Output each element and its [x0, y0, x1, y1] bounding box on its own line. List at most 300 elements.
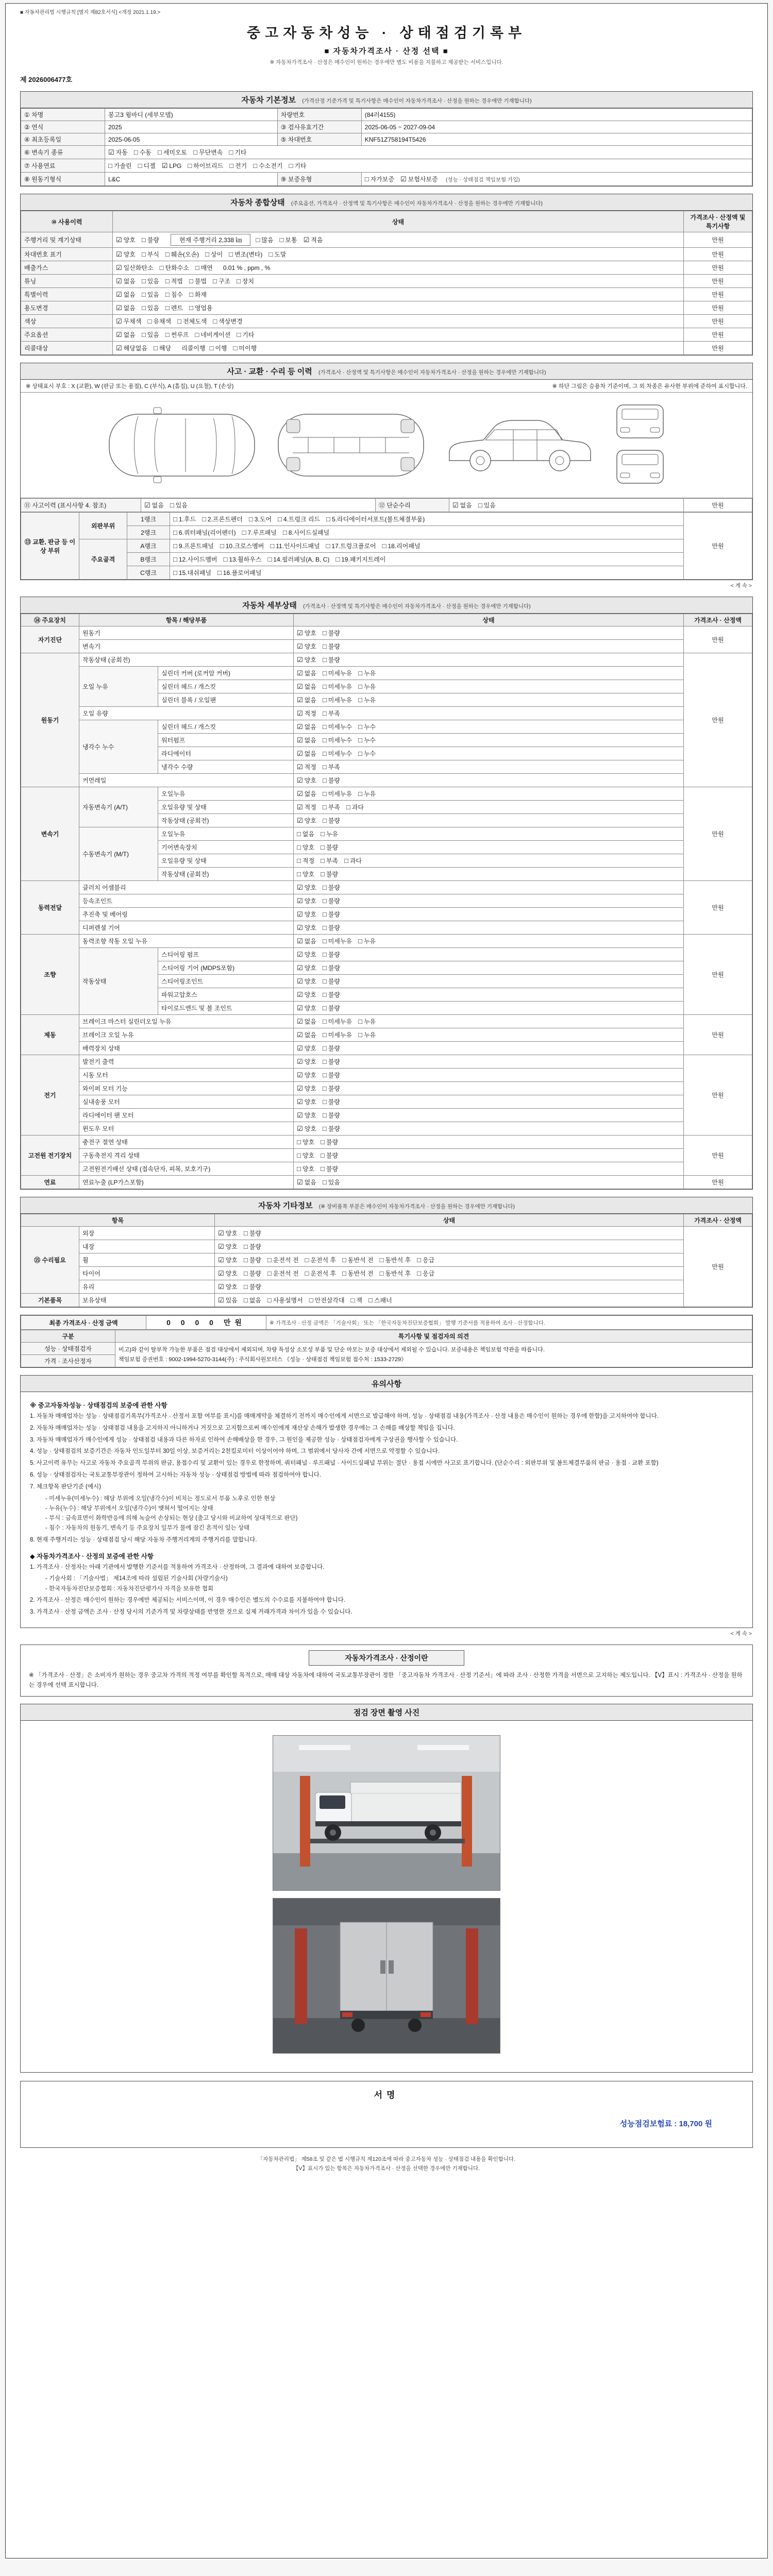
checkbox-icon[interactable]: □ [297, 857, 301, 865]
checkbox-icon[interactable]: □ [321, 1151, 325, 1159]
checkbox-option[interactable]: □ 기타 [237, 331, 255, 338]
checkbox-icon[interactable]: □ [358, 696, 362, 704]
checkbox-option[interactable]: □ 전기 [229, 162, 247, 170]
checkbox-option[interactable]: □ 과다 [344, 857, 362, 865]
checkbox-option[interactable]: □ 미세누유 [322, 1018, 352, 1025]
checkbox-option[interactable]: □ 과다 [346, 803, 364, 811]
checkbox-option[interactable]: ☑ 양호 [297, 910, 316, 918]
checkbox-icon[interactable]: □ [289, 162, 293, 170]
checkbox-icon[interactable]: □ [205, 250, 209, 258]
checkbox-option[interactable]: □ 미세누유 [322, 937, 352, 945]
checkbox-option[interactable]: □ 불법 [189, 277, 207, 285]
checkbox-icon[interactable]: □ [382, 542, 386, 550]
checkbox-icon[interactable]: □ [154, 344, 158, 352]
checkbox-icon[interactable]: □ [358, 723, 362, 731]
checkbox-option[interactable]: □ 동반석 후 [379, 1256, 411, 1264]
checkbox-icon[interactable]: □ [188, 162, 192, 170]
checkbox-option[interactable]: ☑ 적정 [297, 803, 316, 811]
checkbox-icon[interactable]: □ [242, 529, 246, 536]
checkbox-icon[interactable]: □ [321, 843, 325, 851]
checkbox-option[interactable]: □ 불량 [322, 1071, 340, 1079]
checkbox-icon[interactable]: □ [326, 515, 330, 523]
checkbox-option[interactable]: □ 동반석 전 [342, 1256, 374, 1264]
checkbox-option[interactable]: □ 양호 [297, 1138, 315, 1146]
checkbox-option[interactable]: ☑ 없음 [297, 683, 316, 690]
checkbox-icon[interactable]: ☑ [297, 1031, 303, 1039]
checkbox-option[interactable]: □ 안전삼각대 [309, 1296, 345, 1304]
checkbox-icon[interactable]: ☑ [116, 291, 122, 298]
checkbox-icon[interactable]: □ [138, 162, 142, 170]
checkbox-icon[interactable]: □ [322, 736, 327, 744]
checkbox-icon[interactable]: □ [364, 175, 369, 183]
checkbox-option[interactable]: ☑ 양호 [297, 1058, 316, 1065]
checkbox-icon[interactable]: ☑ [297, 629, 303, 637]
checkbox-icon[interactable]: □ [322, 629, 327, 637]
checkbox-option[interactable]: □ 3.도어 [248, 515, 272, 523]
checkbox-icon[interactable]: □ [297, 1138, 301, 1146]
checkbox-icon[interactable]: □ [417, 1269, 421, 1277]
checkbox-option[interactable]: □ 응급 [417, 1256, 435, 1264]
checkbox-option[interactable]: ☑ 없음 [297, 937, 316, 945]
checkbox-option[interactable]: □ 불량 [322, 1058, 340, 1065]
checkbox-option[interactable]: □ 11.인사이드패널 [270, 542, 320, 550]
checkbox-icon[interactable]: ☑ [297, 803, 303, 811]
checkbox-icon[interactable]: □ [243, 1283, 248, 1291]
checkbox-option[interactable]: ☑ 없음 [297, 736, 316, 744]
checkbox-option[interactable]: □ 누유 [358, 669, 376, 677]
checkbox-icon[interactable]: ☑ [297, 776, 303, 784]
checkbox-option[interactable]: □ 기타 [229, 148, 247, 156]
checkbox-icon[interactable]: ☑ [297, 750, 303, 757]
checkbox-icon[interactable]: □ [141, 250, 146, 258]
checkbox-option[interactable]: ☑ 양호 [297, 1098, 316, 1106]
checkbox-icon[interactable]: ☑ [218, 1283, 224, 1291]
checkbox-icon[interactable]: ☑ [297, 1084, 303, 1092]
checkbox-option[interactable]: □ 운전석 후 [305, 1256, 337, 1264]
checkbox-icon[interactable]: □ [267, 1296, 272, 1304]
checkbox-icon[interactable]: □ [322, 1084, 327, 1092]
checkbox-option[interactable]: □ 17.트렁크플로어 [326, 542, 376, 550]
checkbox-icon[interactable]: □ [165, 331, 170, 338]
checkbox-option[interactable]: □ 화재 [189, 291, 207, 298]
checkbox-option[interactable]: □ 누수 [358, 750, 376, 757]
checkbox-icon[interactable]: □ [165, 277, 170, 285]
checkbox-icon[interactable]: □ [173, 529, 177, 536]
checkbox-option[interactable]: □ 있음 [141, 304, 159, 312]
checkbox-icon[interactable]: □ [322, 803, 327, 811]
checkbox-icon[interactable]: □ [358, 683, 362, 690]
checkbox-icon[interactable]: □ [237, 331, 241, 338]
checkbox-icon[interactable]: □ [342, 1269, 346, 1277]
checkbox-icon[interactable]: ☑ [144, 501, 150, 509]
checkbox-option[interactable]: □ 5.라디에이터서포트(볼트체결부품) [326, 515, 425, 523]
checkbox-icon[interactable]: □ [321, 857, 325, 865]
checkbox-icon[interactable]: □ [233, 344, 238, 352]
checkbox-option[interactable]: □ 불량 [141, 236, 159, 244]
checkbox-icon[interactable]: □ [322, 763, 327, 771]
checkbox-option[interactable]: □ 불량 [322, 656, 340, 664]
checkbox-option[interactable]: □ 16.플로어패널 [217, 569, 262, 577]
checkbox-option[interactable]: □ 적법 [165, 277, 183, 285]
checkbox-option[interactable]: □ 19.패키지트레이 [335, 555, 386, 563]
checkbox-option[interactable]: ☑ 없음 [116, 304, 136, 312]
checkbox-option[interactable]: □ 15.대쉬패널 [173, 569, 211, 577]
checkbox-option[interactable]: □ 누유 [358, 683, 376, 690]
checkbox-icon[interactable]: □ [322, 709, 327, 717]
checkbox-icon[interactable]: ☑ [297, 910, 303, 918]
checkbox-option[interactable]: □ 8.사이드실패널 [282, 529, 330, 536]
checkbox-icon[interactable]: ☑ [218, 1269, 224, 1277]
checkbox-option[interactable]: ☑ 양호 [116, 250, 136, 258]
checkbox-icon[interactable]: □ [217, 569, 222, 577]
checkbox-icon[interactable]: □ [267, 1269, 272, 1277]
checkbox-icon[interactable]: □ [223, 555, 228, 563]
checkbox-icon[interactable]: □ [322, 977, 327, 985]
checkbox-option[interactable]: ☑ 적정 [297, 763, 316, 771]
checkbox-icon[interactable]: ☑ [116, 304, 122, 312]
checkbox-icon[interactable]: □ [141, 304, 146, 312]
checkbox-icon[interactable]: □ [322, 1044, 327, 1052]
checkbox-icon[interactable]: □ [248, 515, 253, 523]
checkbox-icon[interactable]: □ [220, 542, 224, 550]
checkbox-icon[interactable]: □ [379, 1256, 384, 1264]
checkbox-option[interactable]: □ 불량 [322, 642, 340, 650]
checkbox-option[interactable]: ☑ 양호 [116, 236, 136, 244]
checkbox-icon[interactable]: ☑ [297, 884, 303, 891]
checkbox-option[interactable]: □ 썬루프 [165, 331, 189, 338]
checkbox-icon[interactable]: ☑ [116, 277, 122, 285]
checkbox-option[interactable]: □ 미세누유 [322, 696, 352, 704]
checkbox-icon[interactable]: □ [212, 277, 217, 285]
checkbox-option[interactable]: ☑ 없음 [297, 669, 316, 677]
checkbox-icon[interactable]: □ [189, 291, 193, 298]
checkbox-option[interactable]: □ 색상변경 [213, 317, 243, 325]
checkbox-icon[interactable]: □ [309, 1296, 313, 1304]
checkbox-icon[interactable]: □ [358, 937, 362, 945]
checkbox-option[interactable]: □ 불량 [321, 843, 339, 851]
checkbox-option[interactable]: □ 2.프론트펜더 [202, 515, 243, 523]
checkbox-option[interactable]: □ 기타 [289, 162, 307, 170]
checkbox-option[interactable]: □ 미세누수 [322, 736, 352, 744]
checkbox-icon[interactable]: □ [322, 1098, 327, 1106]
checkbox-option[interactable]: □ 미이행 [233, 344, 257, 352]
checkbox-option[interactable]: □ 불량 [322, 991, 340, 998]
checkbox-option[interactable]: □ 불량 [322, 1084, 340, 1092]
checkbox-icon[interactable]: □ [322, 817, 327, 824]
checkbox-icon[interactable]: ☑ [297, 1125, 303, 1132]
checkbox-icon[interactable]: □ [322, 924, 327, 931]
checkbox-icon[interactable]: □ [417, 1256, 421, 1264]
checkbox-option[interactable]: □ 미세누수 [322, 723, 352, 731]
checkbox-option[interactable]: □ 없음 [297, 830, 315, 838]
checkbox-icon[interactable]: ☑ [297, 951, 303, 958]
checkbox-icon[interactable]: □ [358, 736, 362, 744]
checkbox-option[interactable]: ☑ 양호 [297, 776, 316, 784]
checkbox-option[interactable]: □ 부족 [321, 857, 339, 865]
checkbox-icon[interactable]: ☑ [297, 1004, 303, 1012]
checkbox-option[interactable]: □ 전체도색 [177, 317, 207, 325]
checkbox-option[interactable]: ☑ 양호 [218, 1229, 238, 1237]
checkbox-icon[interactable]: □ [229, 162, 234, 170]
checkbox-option[interactable]: ☑ 없음 [297, 723, 316, 731]
checkbox-icon[interactable]: □ [342, 1256, 346, 1264]
checkbox-icon[interactable]: □ [195, 331, 199, 338]
checkbox-icon[interactable]: ☑ [218, 1243, 224, 1250]
checkbox-icon[interactable]: □ [173, 542, 177, 550]
checkbox-option[interactable]: □ 누유 [321, 830, 339, 838]
checkbox-option[interactable]: □ 불량 [322, 897, 340, 905]
checkbox-option[interactable]: ☑ 양호 [297, 1111, 316, 1119]
checkbox-icon[interactable]: □ [173, 555, 177, 563]
checkbox-icon[interactable]: ☑ [297, 790, 303, 798]
checkbox-icon[interactable]: □ [141, 277, 146, 285]
checkbox-option[interactable]: □ 수소전기 [253, 162, 283, 170]
checkbox-icon[interactable]: □ [322, 1031, 327, 1039]
checkbox-option[interactable]: □ 누유 [358, 1018, 376, 1025]
checkbox-icon[interactable]: ☑ [161, 162, 168, 170]
checkbox-option[interactable]: □ 불량 [243, 1256, 261, 1264]
checkbox-icon[interactable]: □ [335, 555, 340, 563]
checkbox-icon[interactable]: ☑ [297, 817, 303, 824]
checkbox-option[interactable]: □ 스패너 [368, 1296, 392, 1304]
checkbox-icon[interactable]: □ [322, 951, 327, 958]
checkbox-icon[interactable]: □ [344, 857, 348, 865]
checkbox-option[interactable]: □ 동반석 후 [379, 1269, 411, 1277]
checkbox-icon[interactable]: ☑ [297, 937, 303, 945]
checkbox-option[interactable]: □ 불량 [322, 629, 340, 637]
checkbox-icon[interactable]: ☑ [297, 656, 303, 664]
checkbox-option[interactable]: □ 있음 [141, 331, 159, 338]
checkbox-option[interactable]: ☑ 양호 [218, 1283, 238, 1291]
checkbox-option[interactable]: ☑ 양호 [218, 1269, 238, 1277]
checkbox-icon[interactable]: ☑ [297, 1111, 303, 1119]
checkbox-option[interactable]: ☑ 없음 [116, 331, 136, 338]
checkbox-option[interactable]: □ 하이브리드 [188, 162, 224, 170]
checkbox-icon[interactable]: □ [322, 790, 327, 798]
checkbox-option[interactable]: □ 잭 [350, 1296, 362, 1304]
checkbox-icon[interactable]: ☑ [218, 1256, 224, 1264]
checkbox-option[interactable]: □ 7.루프패널 [242, 529, 277, 536]
checkbox-icon[interactable]: ☑ [297, 763, 303, 771]
checkbox-option[interactable]: □ 부식 [141, 250, 159, 258]
checkbox-option[interactable]: □ 미세누유 [322, 1031, 352, 1039]
checkbox-option[interactable]: □ 불량 [322, 884, 340, 891]
checkbox-icon[interactable]: ☑ [297, 897, 303, 905]
checkbox-option[interactable]: □ 있음 [141, 291, 159, 298]
checkbox-option[interactable]: ☑ 양호 [297, 817, 316, 824]
checkbox-icon[interactable]: ☑ [297, 736, 303, 744]
checkbox-icon[interactable]: ☑ [297, 977, 303, 985]
checkbox-option[interactable]: □ 상이 [205, 250, 223, 258]
checkbox-icon[interactable]: □ [305, 1256, 309, 1264]
checkbox-option[interactable]: □ 양호 [297, 843, 315, 851]
checkbox-option[interactable]: ☑ 없음 [297, 1031, 316, 1039]
checkbox-option[interactable]: ☑ 자동 [108, 148, 128, 156]
checkbox-option[interactable]: □ 세미오토 [157, 148, 188, 156]
checkbox-option[interactable]: □ 18.리어패널 [382, 542, 421, 550]
checkbox-icon[interactable]: □ [170, 501, 174, 509]
checkbox-option[interactable]: □ 보통 [279, 236, 297, 244]
checkbox-icon[interactable]: ☑ [116, 264, 122, 272]
checkbox-icon[interactable]: □ [133, 148, 138, 156]
checkbox-option[interactable]: ☑ 없음 [452, 501, 472, 509]
checkbox-icon[interactable]: ☑ [303, 236, 310, 244]
checkbox-option[interactable]: □ 불량 [243, 1229, 261, 1237]
checkbox-option[interactable]: □ 도말 [268, 250, 287, 258]
checkbox-option[interactable]: □ 불량 [243, 1283, 261, 1291]
checkbox-option[interactable]: □ 10.크로스멤버 [220, 542, 264, 550]
checkbox-option[interactable]: □ 누수 [358, 736, 376, 744]
checkbox-option[interactable]: □ 미세누유 [322, 790, 352, 798]
checkbox-icon[interactable]: ☑ [297, 1071, 303, 1079]
checkbox-option[interactable]: □ 미세누유 [322, 683, 352, 690]
checkbox-icon[interactable]: □ [141, 236, 146, 244]
checkbox-option[interactable]: □ 가솔린 [108, 162, 132, 170]
checkbox-option[interactable]: □ 많음 [256, 236, 274, 244]
checkbox-icon[interactable]: □ [322, 683, 327, 690]
checkbox-option[interactable]: ☑ 양호 [297, 897, 316, 905]
checkbox-icon[interactable]: □ [297, 870, 301, 878]
checkbox-icon[interactable]: □ [177, 317, 181, 325]
checkbox-option[interactable]: □ 4.트렁크 리드 [277, 515, 321, 523]
checkbox-icon[interactable]: ☑ [297, 723, 303, 731]
checkbox-icon[interactable]: □ [147, 317, 152, 325]
checkbox-icon[interactable]: □ [157, 148, 162, 156]
checkbox-option[interactable]: □ 있음 [170, 501, 188, 509]
checkbox-option[interactable]: □ 부족 [322, 709, 340, 717]
checkbox-option[interactable]: □ 영업용 [189, 304, 213, 312]
checkbox-option[interactable]: □ 적정 [297, 857, 315, 865]
checkbox-icon[interactable]: ☑ [116, 331, 122, 338]
checkbox-icon[interactable]: ☑ [108, 148, 114, 156]
checkbox-icon[interactable]: □ [358, 1031, 362, 1039]
checkbox-icon[interactable]: □ [322, 723, 327, 731]
checkbox-option[interactable]: □ 불량 [322, 1044, 340, 1052]
checkbox-option[interactable]: □ 운전석 전 [267, 1269, 299, 1277]
checkbox-option[interactable]: □ 불량 [322, 951, 340, 958]
checkbox-option[interactable]: □ 있음 [478, 501, 496, 509]
checkbox-icon[interactable]: ☑ [452, 501, 459, 509]
checkbox-icon[interactable]: ☑ [297, 696, 303, 704]
checkbox-icon[interactable]: □ [322, 776, 327, 784]
checkbox-option[interactable]: □ 1.후드 [173, 515, 196, 523]
checkbox-icon[interactable]: □ [229, 148, 233, 156]
checkbox-option[interactable]: ☑ 적정 [297, 709, 316, 717]
checkbox-icon[interactable]: □ [379, 1269, 384, 1277]
checkbox-icon[interactable]: □ [358, 750, 362, 757]
checkbox-option[interactable]: □ 미세누수 [322, 750, 352, 757]
checkbox-icon[interactable]: □ [267, 1256, 272, 1264]
checkbox-option[interactable]: □ 불량 [322, 1004, 340, 1012]
checkbox-option[interactable]: ☑ 양호 [297, 1004, 316, 1012]
checkbox-icon[interactable]: □ [243, 1243, 248, 1250]
checkbox-option[interactable]: □ 불량 [322, 817, 340, 824]
checkbox-option[interactable]: □ 누유 [358, 937, 376, 945]
checkbox-icon[interactable]: □ [322, 910, 327, 918]
checkbox-option[interactable]: □ 불량 [322, 776, 340, 784]
checkbox-icon[interactable]: ☑ [297, 709, 303, 717]
checkbox-option[interactable]: □ 침수 [165, 291, 183, 298]
checkbox-icon[interactable]: □ [173, 515, 177, 523]
checkbox-icon[interactable]: □ [277, 515, 282, 523]
checkbox-option[interactable]: □ 불량 [322, 1111, 340, 1119]
checkbox-option[interactable]: □ 불량 [321, 1165, 339, 1173]
checkbox-icon[interactable]: □ [322, 696, 327, 704]
checkbox-icon[interactable]: □ [322, 1111, 327, 1119]
checkbox-option[interactable]: ☑ 양호 [297, 1125, 316, 1132]
checkbox-icon[interactable]: ☑ [218, 1296, 224, 1304]
checkbox-icon[interactable]: ☑ [297, 924, 303, 931]
checkbox-option[interactable]: ☑ 없음 [116, 291, 136, 298]
checkbox-icon[interactable]: □ [267, 555, 272, 563]
checkbox-icon[interactable]: ☑ [116, 344, 122, 352]
checkbox-icon[interactable]: □ [326, 542, 330, 550]
checkbox-icon[interactable]: ☑ [297, 669, 303, 677]
checkbox-icon[interactable]: □ [322, 1178, 327, 1186]
checkbox-icon[interactable]: □ [322, 1018, 327, 1025]
checkbox-option[interactable]: ☑ 양호 [218, 1243, 238, 1250]
checkbox-option[interactable]: ☑ 양호 [297, 991, 316, 998]
checkbox-icon[interactable]: □ [305, 1269, 309, 1277]
checkbox-option[interactable]: ☑ 양호 [297, 642, 316, 650]
checkbox-icon[interactable]: □ [346, 803, 350, 811]
checkbox-option[interactable]: ☑ 없음 [144, 501, 164, 509]
checkbox-option[interactable]: ☑ 양호 [297, 884, 316, 891]
checkbox-option[interactable]: ☑ 양호 [297, 656, 316, 664]
checkbox-icon[interactable]: □ [322, 1071, 327, 1079]
checkbox-icon[interactable]: ☑ [116, 236, 122, 244]
checkbox-option[interactable]: □ 렌트 [165, 304, 183, 312]
checkbox-icon[interactable]: □ [368, 1296, 373, 1304]
checkbox-option[interactable]: □ 불량 [322, 910, 340, 918]
checkbox-icon[interactable]: □ [322, 1058, 327, 1065]
checkbox-option[interactable]: ☑ 없음 [297, 750, 316, 757]
checkbox-option[interactable]: ☑ 무채색 [116, 317, 142, 325]
checkbox-option[interactable]: □ 불량 [243, 1243, 261, 1250]
checkbox-icon[interactable]: □ [165, 304, 170, 312]
checkbox-option[interactable]: □ 불량 [321, 1138, 339, 1146]
checkbox-icon[interactable]: ☑ [116, 317, 122, 325]
checkbox-option[interactable]: □ 장치 [237, 277, 255, 285]
checkbox-icon[interactable]: □ [279, 236, 284, 244]
checkbox-option[interactable]: □ 매연 [195, 264, 213, 272]
checkbox-icon[interactable]: □ [322, 884, 327, 891]
checkbox-icon[interactable]: □ [478, 501, 482, 509]
checkbox-icon[interactable]: □ [195, 264, 199, 272]
checkbox-option[interactable]: □ 디젤 [138, 162, 156, 170]
checkbox-option[interactable]: ☑ 있음 [218, 1296, 238, 1304]
checkbox-option[interactable]: □ 불량 [322, 924, 340, 931]
checkbox-icon[interactable]: □ [322, 656, 327, 664]
checkbox-icon[interactable]: □ [350, 1296, 355, 1304]
checkbox-icon[interactable]: ☑ [400, 175, 407, 183]
checkbox-icon[interactable]: □ [297, 1165, 301, 1173]
checkbox-icon[interactable]: □ [322, 937, 327, 945]
checkbox-option[interactable]: □ 부족 [322, 763, 340, 771]
checkbox-icon[interactable]: □ [202, 515, 206, 523]
checkbox-icon[interactable]: ☑ [297, 1178, 303, 1186]
checkbox-option[interactable]: ☑ 해당없음 [116, 344, 148, 352]
checkbox-option[interactable]: ☑ 일산화탄소 [116, 264, 154, 272]
checkbox-option[interactable]: ☑ 없음 [297, 1018, 316, 1025]
checkbox-option[interactable]: □ 동반석 전 [342, 1269, 374, 1277]
checkbox-icon[interactable]: □ [358, 790, 362, 798]
checkbox-option[interactable]: □ 변조(변타) [229, 250, 263, 258]
checkbox-option[interactable]: □ 6.쿼터패널(리어펜더) [173, 529, 236, 536]
checkbox-option[interactable]: ☑ 양호 [297, 951, 316, 958]
checkbox-option[interactable]: □ 이행 [209, 344, 227, 352]
checkbox-icon[interactable]: ☑ [297, 642, 303, 650]
